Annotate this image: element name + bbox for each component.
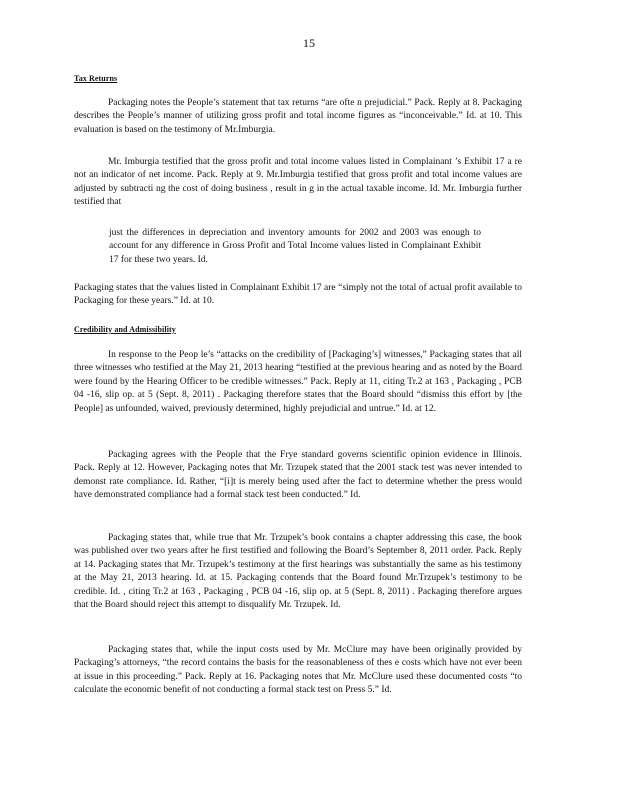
- paragraph-cred-1: [74, 349, 522, 416]
- paragraph-cred-3: [74, 532, 522, 612]
- block-quote-imburgia: just the differences in depreciation and inventory amounts for 2002 and 2003 was enough to account for any difference in Gross Profit and Total Income values listed in Complainant Exhibit 17 for these two years. Id.: [109, 228, 481, 265]
- section-heading-tax-returns: Tax Returns: [74, 74, 118, 83]
- paragraph-cred-2-text: Packaging agrees with the People that the Frye standard governs scientific opinion evidence in Illinois. Pack. Reply at 12. However, Packaging notes that Mr. Trzupek stated that the 2001 stack test was never intended to demonst rate compliance. Id. Rather, “[i]t is merely being used after the fact to determine whether the press would have demonstrated compliance had a formal stack test been conducted.” Id.: [74, 450, 522, 501]
- paragraph-cred-3-text: Packaging states that, while true that Mr. Trzupek’s book contains a chapter addressing this case, the book was published over two years after he first testified and following the Board’s September 8, 2011 order. Pack. Reply at 14. Packaging states that Mr. Trzupek’s testimony at the first hearings was substantially the same as his testimony at the May 21, 2013 hearing. Id. at 15. Packaging contends that the Board found Mr.Trzupek’s testimony to be credible. Id. , citing Tr.2 at 163 , Packaging , PCB 04 -16, slip op. at 5 (Sept. 8, 2011) . Packaging therefore argues that the Board should reject this attempt to disqualify Mr. Trzupek. Id.: [74, 533, 522, 611]
- paragraph-tax-3: Packaging states that the values listed in Complainant Exhibit 17 are “simply not the total of actual profit available to Packaging for these years.” Id. at 10.: [74, 283, 522, 307]
- paragraph-tax-2-text: Mr. Imburgia testified that the gross profit and total income values listed in Complainant ’s Exhibit 17 a re not an indicator of net income. Pack. Reply at 9. Mr.Imburgia testified that gross profit and total income values are adjusted by subtracti ng the cost of doing business , result in g in the actual taxable income. Id. Mr. Imburgia further testified that: [74, 157, 522, 208]
- paragraph-cred-2: [74, 449, 522, 503]
- section-heading-credibility: Credibility and Admissibility: [74, 325, 176, 334]
- paragraph-tax-1: [74, 97, 522, 137]
- paragraph-cred-4: [74, 644, 522, 698]
- paragraph-cred-1-text: In response to the Peop le’s “attacks on the credibility of [Packaging’s] witnesses,” Packaging states that all three witnesses who testified at the May 21, 2013 hearing “testified at the previous hearing and as noted by the Board were found by the Hearing Officer to be credible witnesses.” Pack. Reply at 11, citing Tr.2 at 163 , Packaging , PCB 04 -16, slip op. at 5 (Sept. 8, 2011) . Packaging therefore states that the Board should “dismiss this effort by [the People] as unfounded, waived, previously determined, highly prejudicial and untrue.” Id. at 12.: [74, 350, 522, 414]
- paragraph-tax-1-text: Packaging notes the People’s statement that tax returns “are ofte n prejudicial.” Pack. Reply at 8. Packaging describes the People’s manner of utilizing gross profit and total income figures as “inconceivable.” Id. at 10. This evaluation is based on the testimony of Mr.Imburgia.: [74, 98, 522, 135]
- paragraph-tax-2: [74, 156, 522, 210]
- page-number: 15: [303, 36, 315, 50]
- paragraph-cred-4-text: Packaging states that, while the input costs used by Mr. McClure may have been originally provided by Packaging’s attorneys, “the record contains the basis for the reasonableness of thes e costs which have not ever been at issue in this proceeding.” Pack. Reply at 16. Packaging notes that Mr. McClure used these documented costs “to calculate the economic benefit of not conducting a formal stack test on Press 5.” Id.: [74, 645, 522, 696]
